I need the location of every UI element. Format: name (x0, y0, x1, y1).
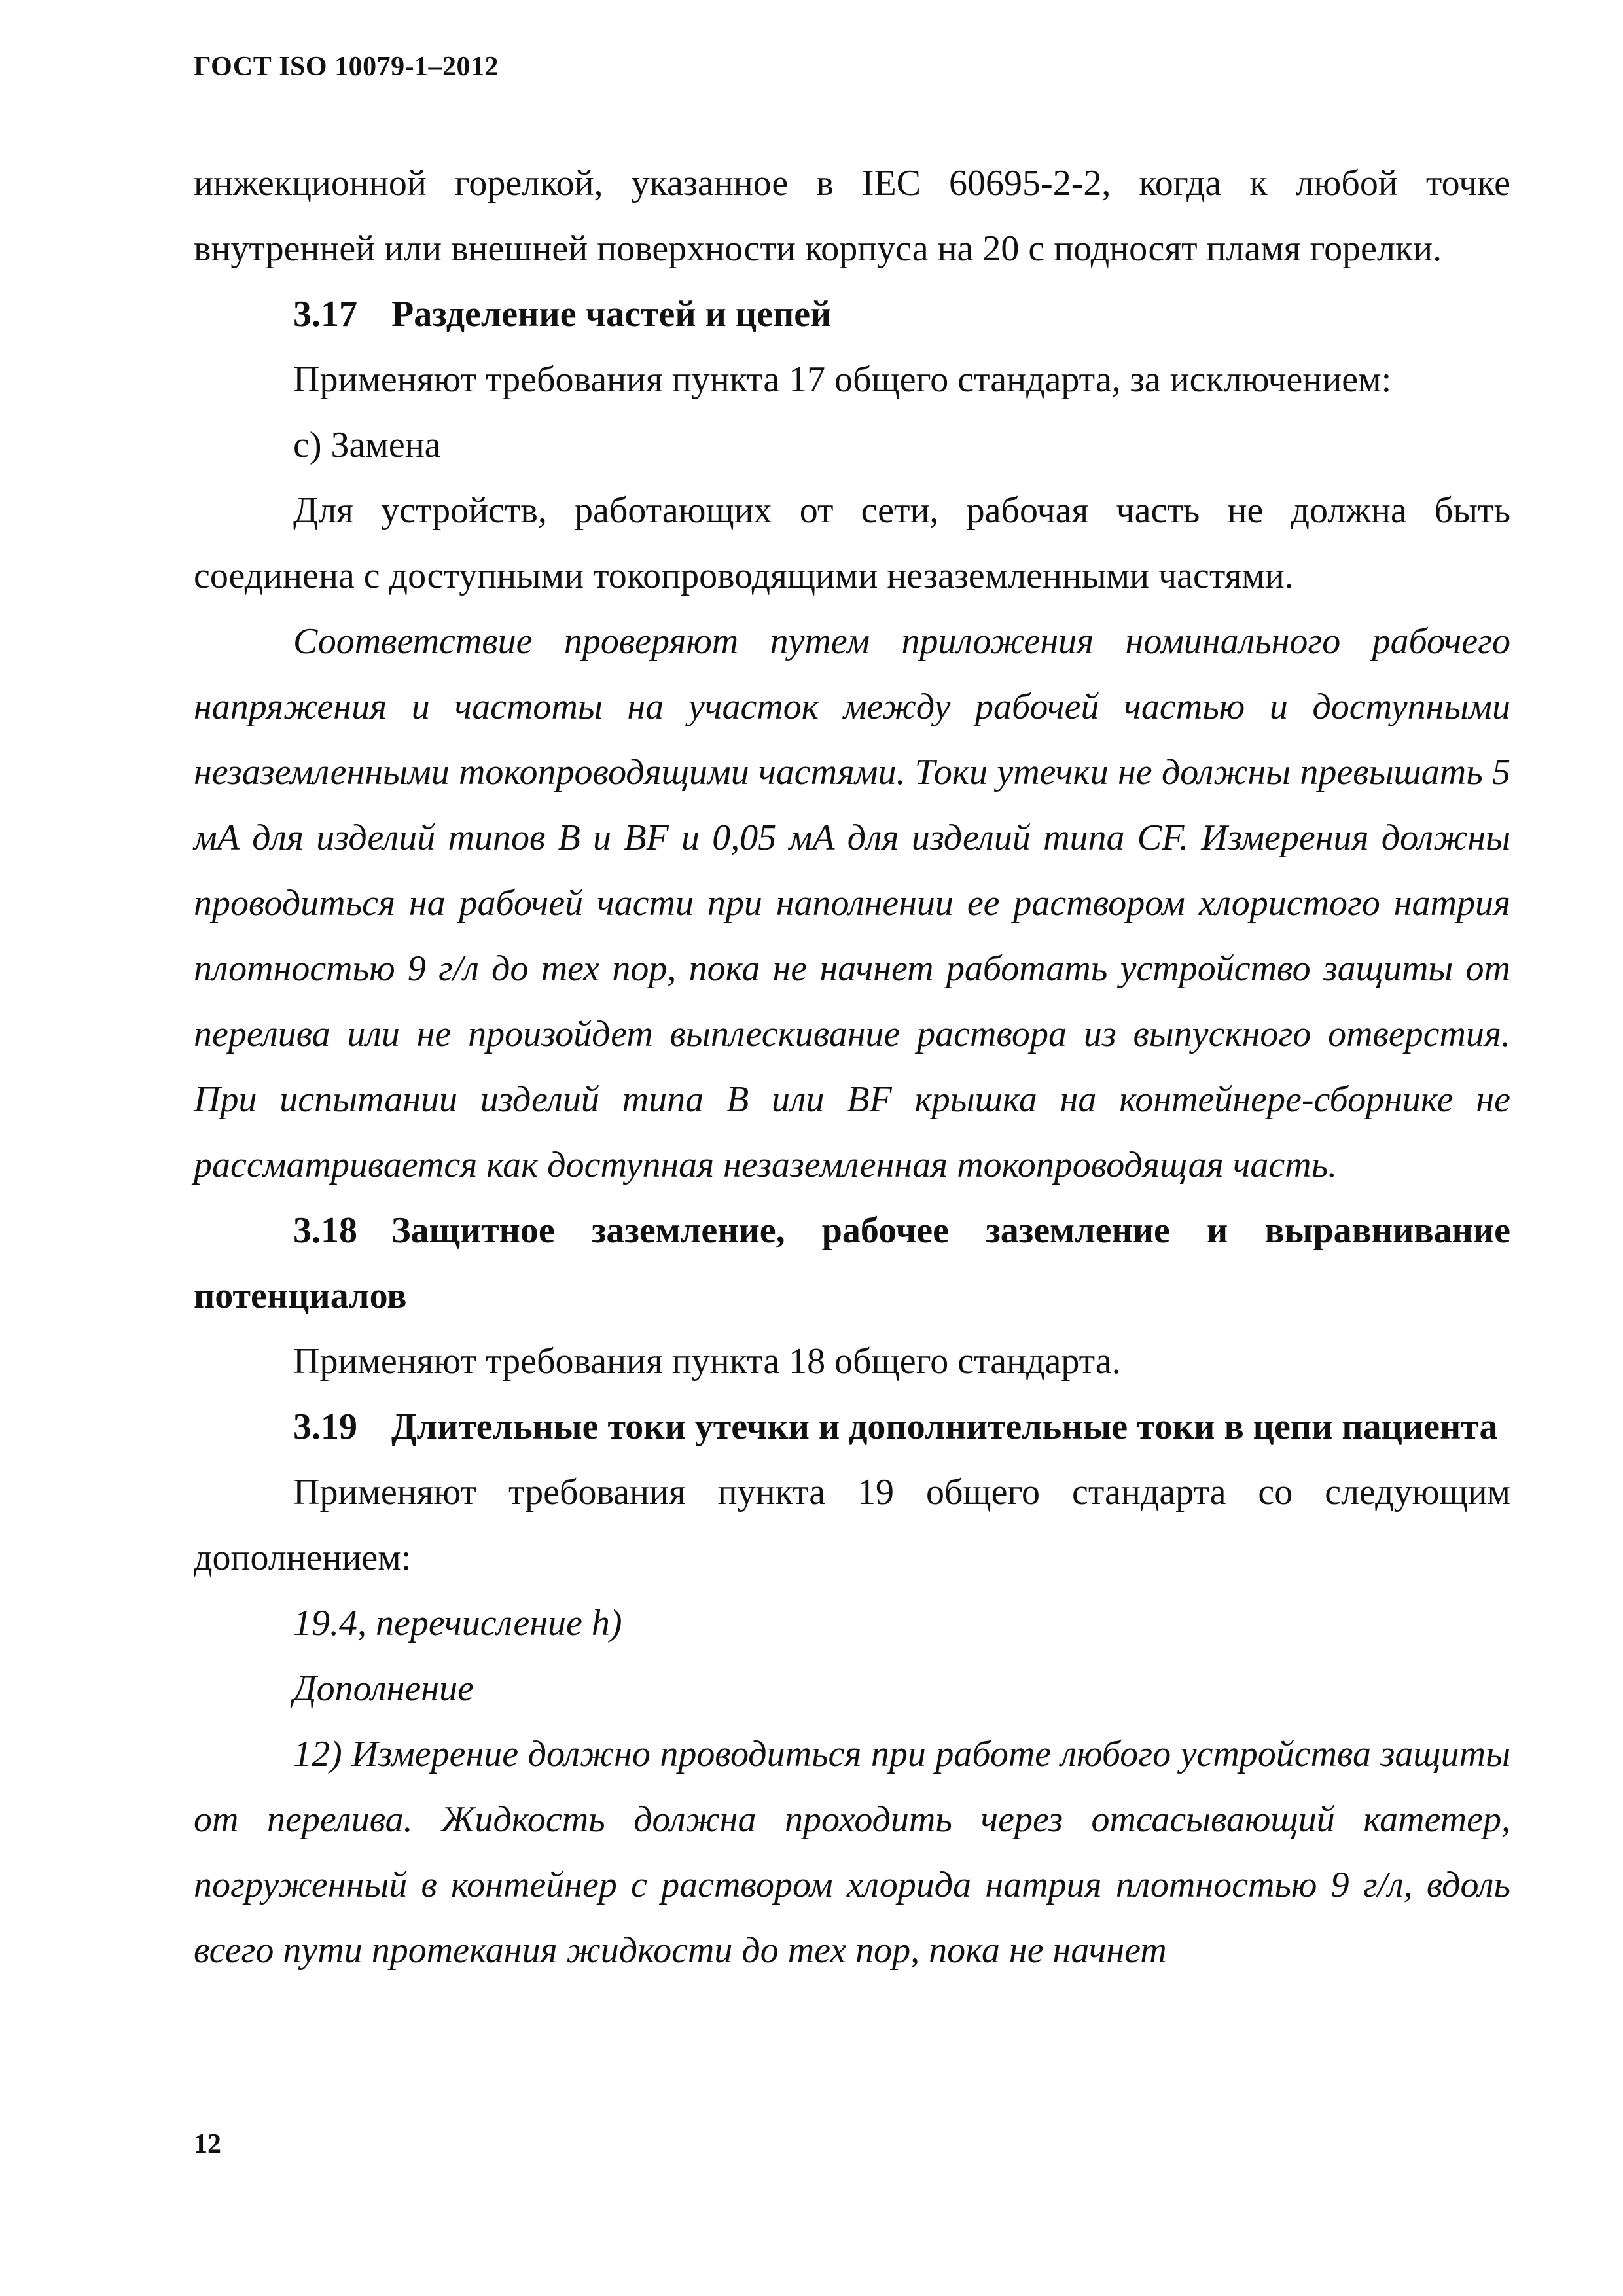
clause-reference: 19.4, перечисление h) (293, 1603, 622, 1643)
section-heading-3-19 (194, 1394, 1510, 1460)
list-item-c: c) Замена (293, 425, 441, 465)
section-title: Длительные токи утечки и дополнительные токи в цепи пациента (391, 1407, 1498, 1447)
section-title: Защитное заземление, рабочее заземление и выравнивание потенциалов (194, 1210, 1510, 1316)
paragraph-intro: Применяют требования пункта 17 общего стандарта, за исключением: (293, 359, 1392, 400)
section-number: 3.17 (293, 294, 357, 334)
section-number: 3.19 (293, 1407, 357, 1447)
section-number: 3.18 (293, 1210, 357, 1251)
paragraph-section-3-19: Применяют требования пункта 19 общего стандарта со следующим дополнением: (194, 1472, 1510, 1578)
list-item-12: 12) Измерение должно проводиться при работе любого устройства защиты от перелива. Жидкость должна проходить через отсасывающий катетер, погруженный в контейнер с раствором хлорида натрия плотностью 9 г/л, вдоль всего пути протекания жидкости до тех пор, пока не начнет (194, 1734, 1510, 1971)
addition-label: Дополнение (293, 1668, 474, 1709)
paragraph-continuation: инжекционной горелкой, указанное в IEC 60695-2-2, когда к любой точке внутренней или внешней поверхности корпуса на 20 с подносят пламя горелки. (194, 163, 1510, 269)
paragraph-section-3-18: Применяют требования пункта 18 общего стандарта. (293, 1341, 1121, 1382)
page-number: 12 (194, 2129, 221, 2159)
paragraph-requirement: Для устройств, работающих от сети, рабочая часть не должна быть соединена с доступными токопроводящими незаземленными частями. (194, 490, 1510, 596)
section-title: Разделение частей и цепей (391, 294, 832, 334)
section-heading-3-18 (194, 1198, 1510, 1329)
document-body (194, 151, 1510, 1983)
document-header: ГОСТ ISO 10079-1–2012 (194, 52, 499, 82)
section-heading-3-17 (194, 281, 1510, 347)
paragraph-compliance-test: Соответствие проверяют путем приложения номинального рабочего напряжения и частоты на участок между рабочей частью и доступными незаземленными токопроводящими частями. Токи утечки не должны превышать 5 мА для изделий типов B и BF и 0,05 мА для изделий типа CF. Измерения должны проводиться на рабочей части при наполнении ее раствором хлористого натрия плотностью 9 г/л до тех пор, пока не начнет работать устройство защиты от перелива или не произойдет выплескивание раствора из выпускного отверстия. При испытании изделий типа B или BF крышка на контейнере-сборнике не рассматривается как доступная незаземленная токопроводящая часть. (194, 621, 1510, 1185)
